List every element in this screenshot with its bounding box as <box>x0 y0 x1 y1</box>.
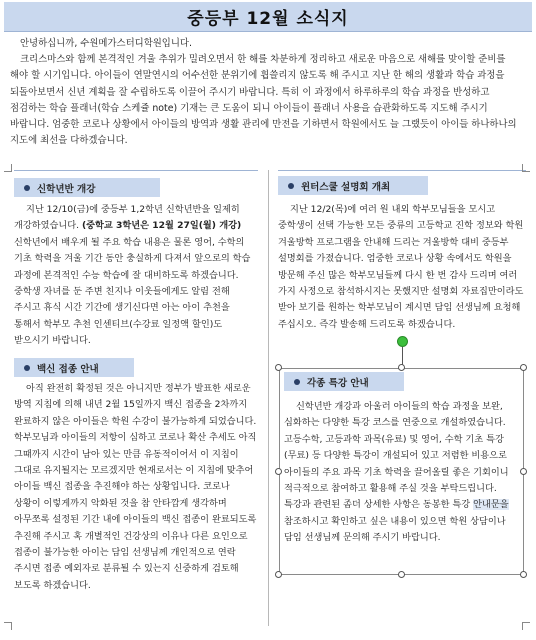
section-heading-new-class <box>14 178 160 197</box>
intro-body: 크리스마스와 함께 본격적인 겨울 추위가 밀려오면서 한 해를 차분하게 정리하고 새로운 마음으로 새해를 맞이할 준비를 해야 할 시기입니다. 아이들이 연말연시의 어수선한 분위기에 휩쓸리지 않도록 해 주시고 지난 한 해의 생활과 학습 과정을 되돌아보면서 신년 계획을 잘 수립하도록 이끌어 주시기 바랍니다. 특히 이 과정에서 하루하루의 학습 과정을 반성하고 점검하는 학습 플래너(학습 스케쥴 note) 기재는 큰 도움이 되니 아이들이 플래너 사용을 습관화하도록 지도해 주시기 바랍니다. 엄중한 코로나 상황에서 아이들의 방역과 생활 관리에 만전을 기하면서 학원에서도 늘 그랬듯이 아이들 하나하나의 지도에 최선을 다하겠습니다. <box>10 54 517 147</box>
special-text-pre: 신학년반 개강과 아울러 아이들의 학습 과정을 보완, 심화하는 다양한 특강 코스를 연중으로 개설하였습니다. 고등수학, 고등과학 과목(유료) 및 영어, 수학 기초 특강(무료) 등 다양한 특강이 개설되어 있고 저렴한 비용으로 아이들의 주요 과목 기초 학력을 끌어올릴 좋은 기회이니 적극적으로 참여하고 활용해 주실 것을 부탁드립니다. 특강과 관련된 좀더 상세한 사항은 동봉한 특강 <box>284 401 509 511</box>
intro-greeting: 안녕하십니까, 수원메가스터디학원입니다. <box>20 38 192 49</box>
new-class-text-post: 신학년에서 배우게 될 주요 학습 내용은 물론 영어, 수학의 기초 학력을 겨울 기간 동안 충실하게 다져서 앞으로의 학습 과정에 본격적인 수능 학습에 잘 대비하도록 하겠습니다. 중학생 자녀를 둔 주변 친지나 이웃들에게도 알림 전해 주시고 휴식 시간 기간에 생기신다면 아는 아이 추천을 통해서 학부모 추천 인센티브(수강료 일정액 할인)도 받으시기 바랍니다. <box>14 236 251 347</box>
newsletter-title-bar <box>4 2 532 32</box>
section-heading-label: 윈터스쿨 설명회 개최 <box>301 181 391 193</box>
resize-handle-bottom[interactable] <box>398 571 405 578</box>
rotate-handle[interactable] <box>397 336 408 347</box>
vaccine-text: 아직 완전히 확정된 것은 아니지만 정부가 발표한 새로운 방역 지침에 의해 내년 2월 15일까지 백신 접종을 2차까지 완료하지 않은 아이들은 학원 수강이 불가능하게 되었습니다. 학부모님과 아이들의 저항이 심하고 코로나 확산 추세도 아직 그때까지 시간이 남아 있는 만큼 유동적이어서 이 지침이 그대로 유지될지는 모르겠지만 현재로서는 이 지침에 맞추어 아이들 백신 접종을 추진해야 하는 상황입니다. 코로나 상황이 이렇게까지 악화된 것을 참 안타깝게 생각하며 아무쪼록 설정된 기간 내에 아이들의 백신 접종이 완료되도록 추진해 주시고 혹 개별적인 건강상의 이유나 다른 요인으로 접종이 불가능한 아이는 담임 선생님께 개인적으로 연락 주시면 접종 예외자로 분류될 수 있는지 신중하게 검토해 보도록 하겠습니다. <box>14 383 257 591</box>
new-class-text-pre: 지난 12/10(금)에 중등부 1,2학년 신학년반을 일제히 개강하였습니다. <box>14 204 240 232</box>
section-heading-label: 각종 특강 안내 <box>307 377 369 389</box>
resize-handle-top[interactable] <box>398 364 405 371</box>
page-title: 중등부 12월 소식지 <box>187 9 349 29</box>
special-text-highlight: 안내문을 <box>473 499 509 511</box>
right-frame-line <box>278 170 526 171</box>
section-body-new-class <box>14 202 258 350</box>
column-divider <box>268 170 269 626</box>
crop-mark-bottom-left <box>4 622 12 630</box>
winter-school-text: 지난 12/2(목)에 여러 원 내외 학부모님들을 모시고 중학생이 선택 가능한 모든 중류의 고등학교 진학 정보와 학원 겨울방학 프로그램을 안내해 드리는 겨울방학 대비 중등부 설명회를 가졌습니다. 엄중한 코로나 상황 속에서도 학원을 방문해 주신 많은 학부모님들께 다시 한 번 감사 드리며 여러 가지 사정으로 참석하시지는 못했지만 설명회 자료집만이라도 받아 보기를 원하는 학부모님이 계시면 담임 선생님께 요청해 주십시오. 즉각 발송해 드리도록 하겠습니다. <box>278 204 524 330</box>
section-body-vaccine <box>14 381 258 594</box>
crop-mark-top-right <box>522 164 530 172</box>
bullet-icon <box>24 365 30 371</box>
resize-handle-bottom-left[interactable] <box>275 571 282 578</box>
section-body-winter-school <box>278 202 524 333</box>
resize-handle-bottom-right[interactable] <box>520 571 527 578</box>
resize-handle-right[interactable] <box>520 468 527 475</box>
resize-handle-top-left[interactable] <box>275 364 282 371</box>
intro-block <box>10 36 526 149</box>
new-class-text-bold: (중학교 3학년은 12월 27일(월) 개강) <box>81 220 242 232</box>
section-heading-vaccine <box>14 358 134 377</box>
resize-handle-top-right[interactable] <box>520 364 527 371</box>
bullet-icon <box>288 183 294 189</box>
crop-mark-bottom-right <box>522 622 530 630</box>
crop-mark-top-left <box>4 164 12 172</box>
section-heading-label: 백신 접종 안내 <box>37 363 99 375</box>
section-heading-label: 신학년반 개강 <box>37 183 96 195</box>
section-body-special-lectures[interactable] <box>284 399 520 547</box>
special-text-post: 참조하시고 확인하고 싶은 내용이 있으면 학원 상담이나 담임 선생님께 문의해 주시기 바랍니다. <box>284 515 506 544</box>
section-heading-winter-school <box>278 176 428 195</box>
left-frame-line <box>14 170 258 171</box>
resize-handle-left[interactable] <box>275 468 282 475</box>
bullet-icon <box>24 185 30 191</box>
